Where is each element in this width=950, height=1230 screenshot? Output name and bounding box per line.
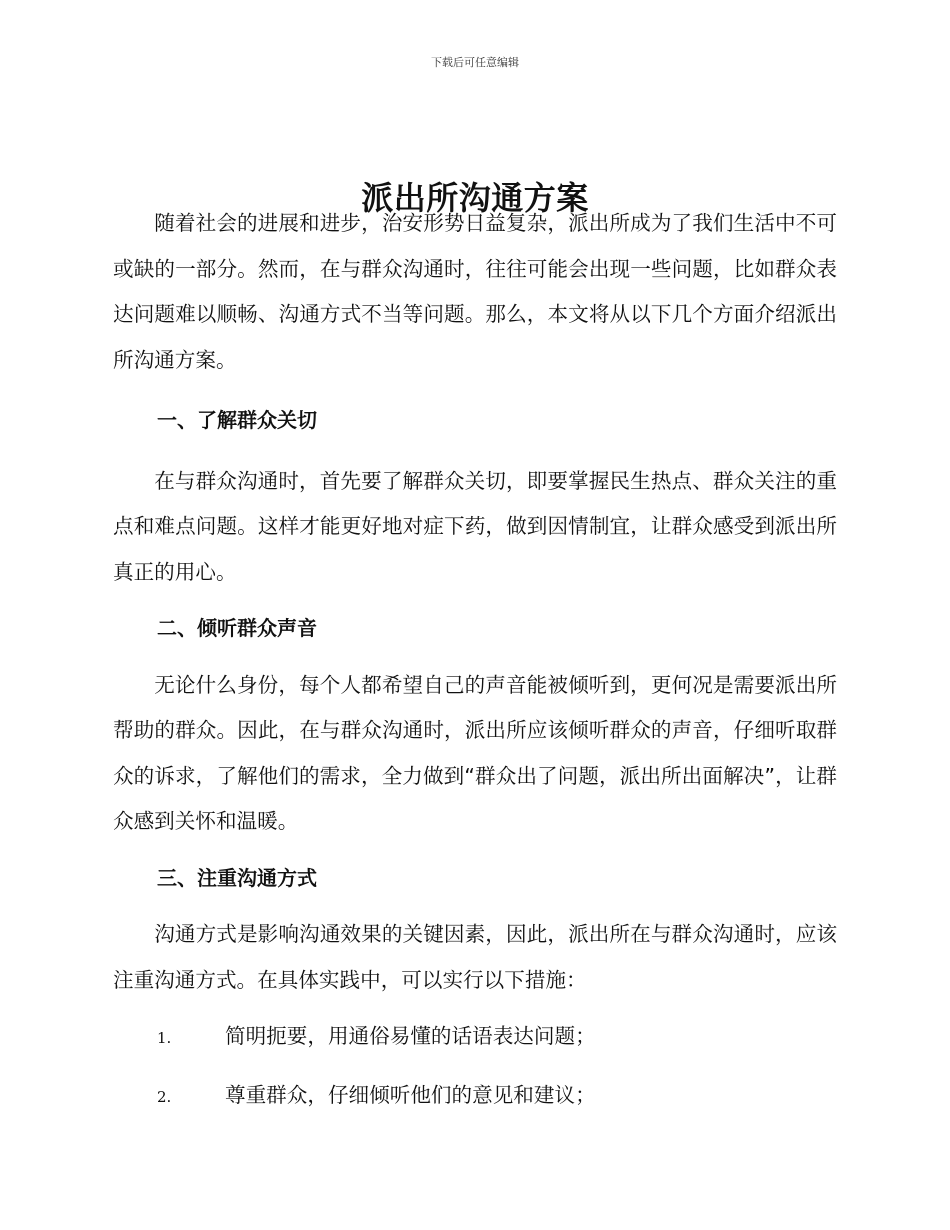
list-item-number: 2.	[157, 1087, 172, 1106]
list-item	[113, 1073, 837, 1121]
intro-paragraph: 随着社会的进展和进步，治安形势日益复杂，派出所成为了我们生活中不可或缺的一部分。然而，在与群众沟通时，往往可能会出现一些问题，比如群众表达问题难以顺畅、沟通方式不当等问题。那么，本文将从以下几个方面介绍派出所沟通方案。	[113, 211, 837, 372]
list-item	[113, 1014, 837, 1062]
list-item-text: 简明扼要，用通俗易懂的话语表达问题；	[225, 1024, 596, 1048]
document-title: 派出所沟通方案	[361, 179, 589, 218]
page-header-note: 下载后可任意编辑	[431, 56, 519, 69]
document-body	[113, 201, 837, 1120]
section-paragraph-listen-voices: 无论什么身份，每个人都希望自己的声音能被倾听到，更何况是需要派出所帮助的群众。因此，在与群众沟通时，派出所应该倾听群众的声音，仔细听取群众的诉求，了解他们的需求，全力做到“群众出了问题，派出所出面解决”，让群众感到关怀和温暖。	[113, 672, 837, 833]
section-heading-communication-method: 三、注重沟通方式	[157, 865, 317, 890]
section-heading-understand-concerns: 一、了解群众关切	[157, 408, 317, 432]
section-paragraph-understand-concerns: 在与群众沟通时，首先要了解群众关切，即要掌握民生热点、群众关注的重点和难点问题。这样才能更好地对症下药，做到因情制宜，让群众感受到派出所真正的用心。	[113, 468, 837, 584]
list-item-text: 尊重群众，仔细倾听他们的意见和建议；	[225, 1082, 596, 1107]
section-heading-listen-voices: 二、倾听群众声音	[157, 616, 317, 640]
section-paragraph-communication-method: 沟通方式是影响沟通效果的关键因素，因此，派出所在与群众沟通时，应该注重沟通方式。在具体实践中，可以实行以下措施：	[113, 922, 837, 992]
list-item-number: 1.	[157, 1029, 172, 1047]
